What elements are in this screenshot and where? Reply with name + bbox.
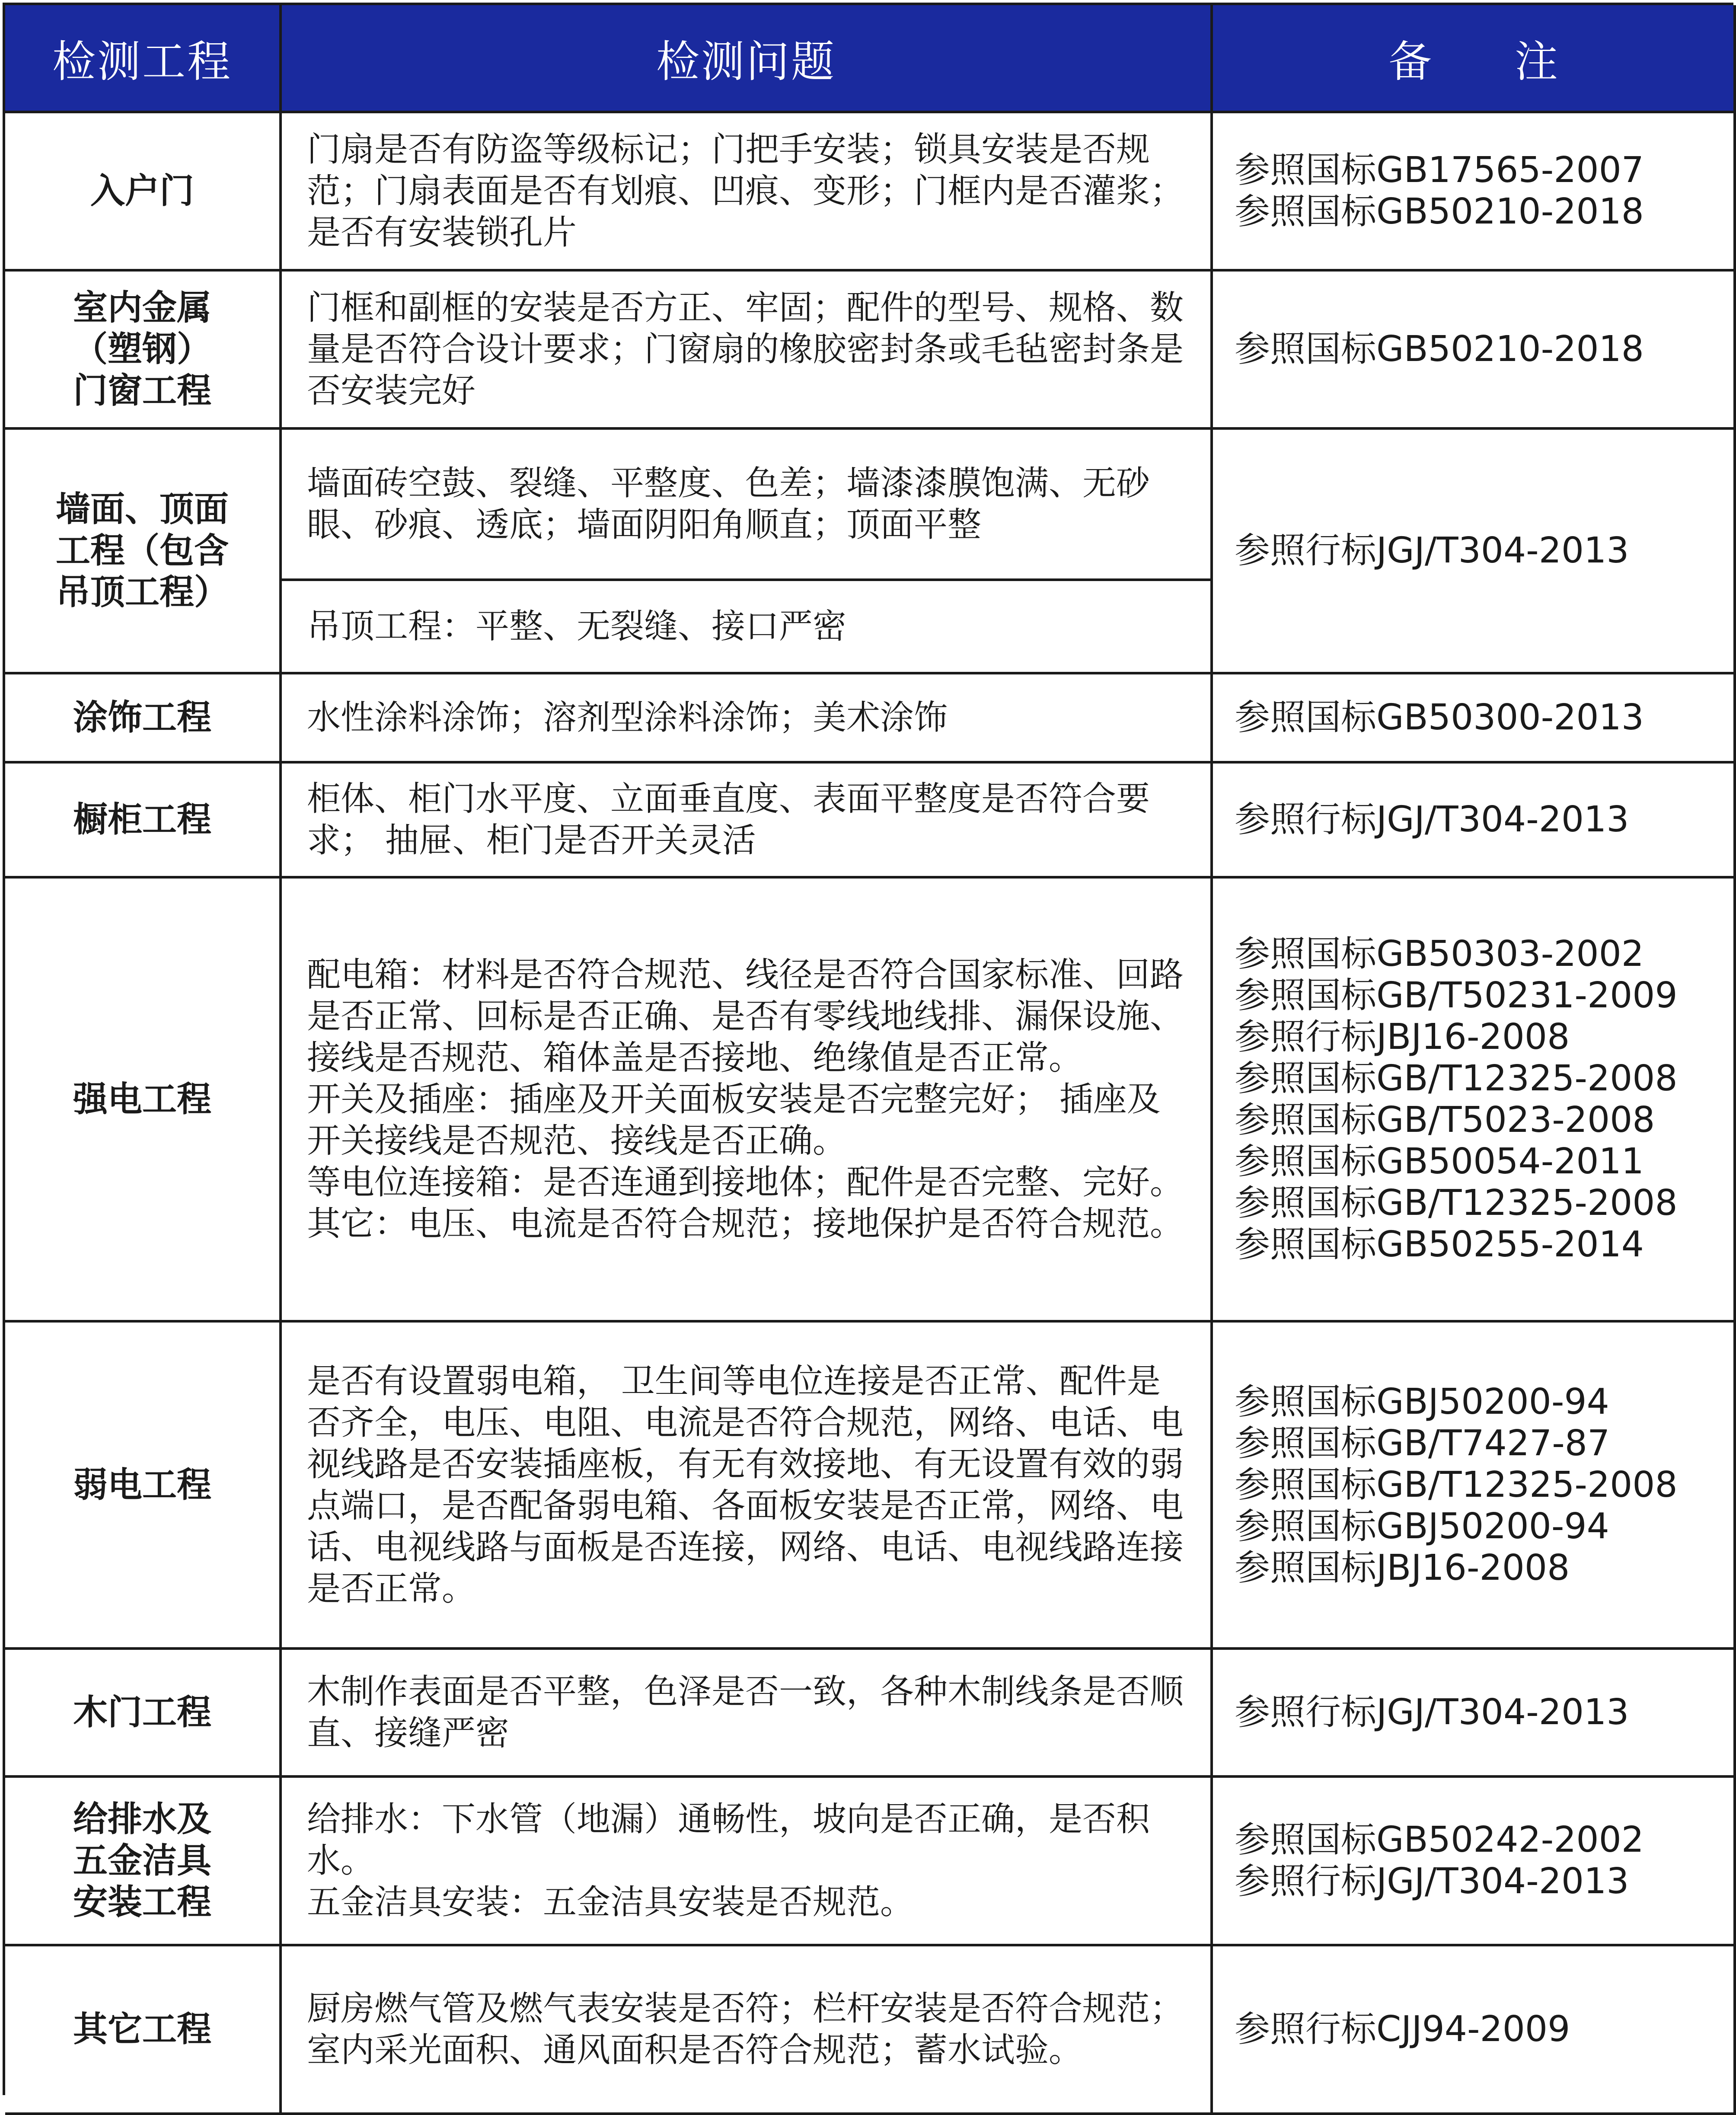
header-remarks: 备 注: [1213, 5, 1736, 113]
row-standard-note: 参照国标GBJ50200-94 参照国标GB/T7427-87 参照国标GB/T12325-2008 参照国标GBJ50200-94 参照国标JBJ16-2008: [1213, 1323, 1736, 1650]
row-description: 柜体、柜门水平度、立面垂直度、表面平整度是否符合要求； 抽屉、柜门是否开关灵活: [282, 764, 1213, 879]
header-inspection-issues: 检测问题: [282, 5, 1213, 113]
row-description: 是否有设置弱电箱， 卫生间等电位连接是否正常、配件是否齐全，电压、电阻、电流是否符合规范，网络、电话、电视线路是否安装插座板，有无有效接地、有无设置有效的弱点端口，是否配备弱电箱、各面板安装是否正常，网络、电话、电视线路与面板是否连接，网络、电话、电视线路连接是否正常。: [282, 1323, 1213, 1650]
row-description: 给排水：下水管（地漏）通畅性，坡向是否正确，是否积水。 五金洁具安装：五金洁具安装是否规范。: [282, 1778, 1213, 1946]
row-category: 入户门: [5, 113, 282, 272]
row-description: 木制作表面是否平整，色泽是否一致，各种木制线条是否顺直、接缝严密: [282, 1650, 1213, 1778]
row-description: 厨房燃气管及燃气表安装是否符；栏杆安装是否符合规范；室内采光面积、通风面积是否符合规范；蓄水试验。: [282, 1946, 1213, 2115]
row-category: 弱电工程: [5, 1323, 282, 1650]
row-category: 墙面、顶面 工程（包含 吊顶工程）: [5, 430, 282, 674]
row-standard-note: 参照国标GB50242-2002 参照行标JGJ/T304-2013: [1213, 1778, 1736, 1946]
row-category: 强电工程: [5, 879, 282, 1323]
row-description: 门扇是否有防盗等级标记；门把手安装；锁具安装是否规范；门扇表面是否有划痕、凹痕、变形；门框内是否灌浆；是否有安装锁孔片: [282, 113, 1213, 272]
row-standard-note: 参照国标GB50210-2018: [1213, 272, 1736, 430]
row-standard-note: 参照行标JGJ/T304-2013: [1213, 764, 1736, 879]
row-standard-note: 参照行标JGJ/T304-2013: [1213, 1650, 1736, 1778]
row-standard-note: 参照行标JGJ/T304-2013: [1213, 430, 1736, 674]
row-description: 配电箱：材料是否符合规范、线径是否符合国家标准、回路是否正常、回标是否正确、是否有零线地线排、漏保设施、接线是否规范、箱体盖是否接地、绝缘值是否正常。 开关及插座：插座及开关面板安装是否完整完好； 插座及开关接线是否规范、接线是否正确。 等电位连接箱：是否连通到接地体；配件是否完整、完好。 其它：电压、电流是否符合规范；接地保护是否符合规范。: [282, 879, 1213, 1323]
row-category: 橱柜工程: [5, 764, 282, 879]
row-description: 墙面砖空鼓、裂缝、平整度、色差；墙漆漆膜饱满、无砂眼、砂痕、透底；墙面阴阳角顺直；顶面平整: [282, 430, 1213, 581]
row-standard-note: 参照行标CJJ94-2009: [1213, 1946, 1736, 2115]
inspection-table: [3, 3, 1733, 2095]
row-category: 室内金属 （塑钢） 门窗工程: [5, 272, 282, 430]
header-inspection-project: 检测工程: [5, 5, 282, 113]
row-description-sub: 吊顶工程：平整、无裂缝、接口严密: [282, 581, 1213, 674]
row-category: 木门工程: [5, 1650, 282, 1778]
row-description: 门框和副框的安装是否方正、牢固；配件的型号、规格、数量是否符合设计要求；门窗扇的橡胶密封条或毛毡密封条是否安装完好: [282, 272, 1213, 430]
row-standard-note: 参照国标GB17565-2007 参照国标GB50210-2018: [1213, 113, 1736, 272]
row-standard-note: 参照国标GB50303-2002 参照国标GB/T50231-2009 参照行标JBJ16-2008 参照国标GB/T12325-2008 参照国标GB/T5023-2008 参照国标GB50054-2011 参照国标GB/T12325-2008 参照国标GB50255-2014: [1213, 879, 1736, 1323]
row-standard-note: 参照国标GB50300-2013: [1213, 674, 1736, 764]
row-category: 其它工程: [5, 1946, 282, 2115]
row-category: 涂饰工程: [5, 674, 282, 764]
row-category: 给排水及 五金洁具 安装工程: [5, 1778, 282, 1946]
row-description: 水性涂料涂饰；溶剂型涂料涂饰；美术涂饰: [282, 674, 1213, 764]
